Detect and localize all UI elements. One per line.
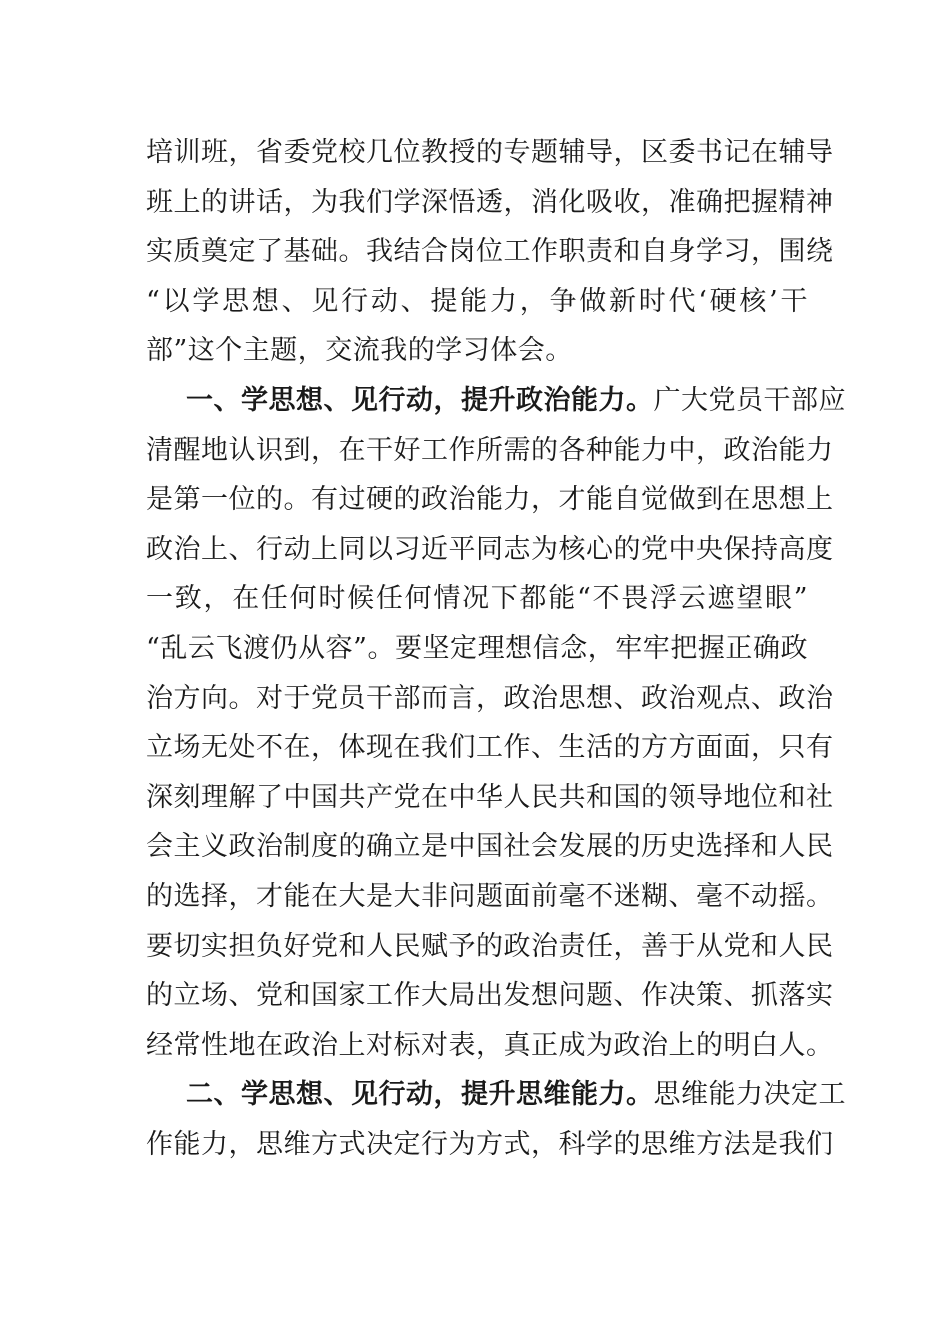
paragraph-line: 是第一位的。有过硬的政治能力，才能自觉做到在思想上: [146, 484, 834, 516]
section-first-line: [146, 1070, 846, 1120]
paragraph-line: 培训班，省委党校几位教授的专题辅导，区委书记在辅导: [146, 137, 834, 168]
section-heading: 一、学思想、见行动，提升政治能力。: [186, 384, 654, 416]
paragraph-line: 的选择，才能在大是大非问题面前毫不迷糊、毫不动摇。: [146, 880, 834, 912]
paragraph-line: 部”这个主题，交流我的学习体会。: [146, 335, 573, 367]
section-heading: 二、学思想、见行动，提升思维能力。: [186, 1079, 654, 1111]
section-first-line: [146, 376, 846, 426]
paragraph-line: 深刻理解了中国共产党在中华人民共和国的领导地位和社: [146, 781, 834, 813]
paragraph-line: 实质奠定了基础。我结合岗位工作职责和自身学习，围绕: [146, 236, 834, 268]
section-text: 广大党员干部应: [653, 384, 846, 416]
paragraph-line: 政治上、行动上同以习近平同志为核心的党中央保持高度: [146, 533, 834, 565]
paragraph-line: 的立场、党和国家工作大局出发想问题、作决策、抓落实: [146, 980, 834, 1012]
paragraph-line: 一致，在任何时候任何情况下都能“不畏浮云遮望眼”: [146, 583, 808, 615]
paragraph-line: 清醒地认识到，在干好工作所需的各种能力中，政治能力: [146, 434, 834, 466]
paragraph-line: 治方向。对于党员干部而言，政治思想、政治观点、政治: [146, 682, 834, 714]
paragraph-line: 班上的讲话，为我们学深悟透，消化吸收，准确把握精神: [146, 186, 834, 218]
paragraph-line: 要切实担负好党和人民赋予的政治责任，善于从党和人民: [146, 930, 834, 962]
paragraph-line: “以学思想、见行动、提能力，争做新时代‘硬核’干: [146, 285, 808, 317]
document-body: [146, 128, 846, 1169]
paragraph-line: 会主义政治制度的确立是中国社会发展的历史选择和人民: [146, 831, 834, 863]
paragraph-line: 作能力，思维方式决定行为方式，科学的思维方法是我们: [146, 1128, 834, 1160]
paragraph-line: “乱云飞渡仍从容”。要坚定理想信念，牢牢把握正确政: [146, 632, 808, 664]
section-text: 思维能力决定工: [653, 1079, 846, 1111]
paragraph-line: 立场无处不在，体现在我们工作、生活的方方面面，只有: [146, 732, 834, 764]
paragraph-line: 经常性地在政治上对标对表，真正成为政治上的明白人。: [146, 1029, 834, 1061]
